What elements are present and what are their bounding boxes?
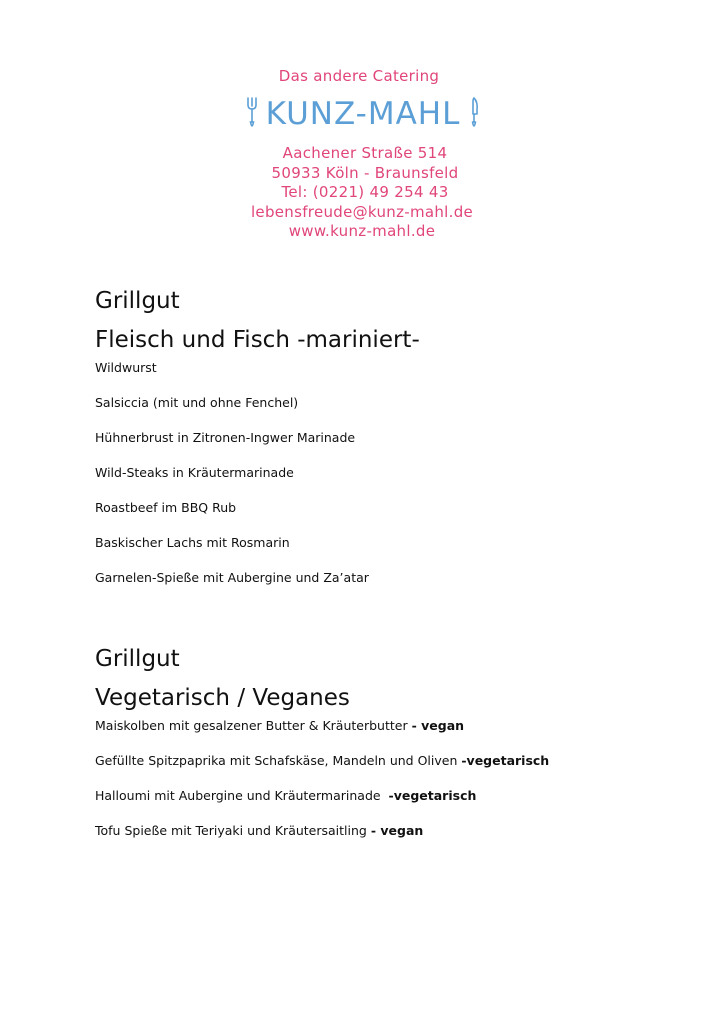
- section-subtitle: Vegetarisch / Veganes: [95, 685, 350, 711]
- list-item: Tofu Spieße mit Teriyaki und Kräutersaitling - vegan: [95, 823, 424, 838]
- menu-list: [95, 718, 695, 839]
- list-item: Roastbeef im BBQ Rub: [95, 500, 237, 515]
- list-item: Garnelen-Spieße mit Aubergine und Za’atar: [95, 570, 369, 585]
- list-item: Wild-Steaks in Kräutermarinade: [95, 465, 294, 480]
- list-item: Hühnerbrust in Zitronen-Ingwer Marinade: [95, 430, 356, 445]
- diet-tag: -vegetarisch: [461, 753, 550, 768]
- list-item: Maiskolben mit gesalzener Butter & Kräuterbutter - vegan: [95, 718, 465, 733]
- letterhead: [0, 66, 724, 242]
- list-item: Gefüllte Spitzpaprika mit Schafskäse, Mandeln und Oliven -vegetarisch: [95, 753, 550, 768]
- fork-icon: [246, 96, 258, 132]
- diet-tag: - vegan: [411, 718, 465, 733]
- section-title: Grillgut: [95, 288, 180, 314]
- address-city: 50933 Köln - Braunsfeld: [271, 163, 459, 182]
- list-item: Wildwurst: [95, 360, 157, 375]
- section-subtitle: Fleisch und Fisch -mariniert-: [95, 327, 420, 353]
- address-block: [0, 144, 724, 242]
- logo: [2, 94, 724, 134]
- section-vegetarisch-vegan: [95, 645, 695, 839]
- menu-list: [95, 360, 695, 586]
- list-item: Baskischer Lachs mit Rosmarin: [95, 535, 290, 550]
- address-phone: Tel: (0221) 49 254 43: [281, 183, 449, 201]
- diet-tag: -vegetarisch: [388, 788, 477, 803]
- section-fleisch-fisch: [95, 287, 695, 586]
- tagline: Das andere Catering: [278, 67, 440, 85]
- address-street: Aachener Straße 514: [282, 144, 448, 162]
- logo-text: KUNZ-MAHL: [265, 96, 461, 132]
- list-item: Halloumi mit Aubergine und Kräutermarinade -vegetarisch: [95, 788, 477, 803]
- section-title: Grillgut: [95, 646, 180, 672]
- address-email: lebensfreude@kunz-mahl.de: [250, 202, 474, 221]
- knife-icon: [468, 96, 480, 132]
- address-website: www.kunz-mahl.de: [288, 222, 436, 240]
- list-item: Salsiccia (mit und ohne Fenchel): [95, 395, 299, 410]
- diet-tag: - vegan: [370, 823, 424, 838]
